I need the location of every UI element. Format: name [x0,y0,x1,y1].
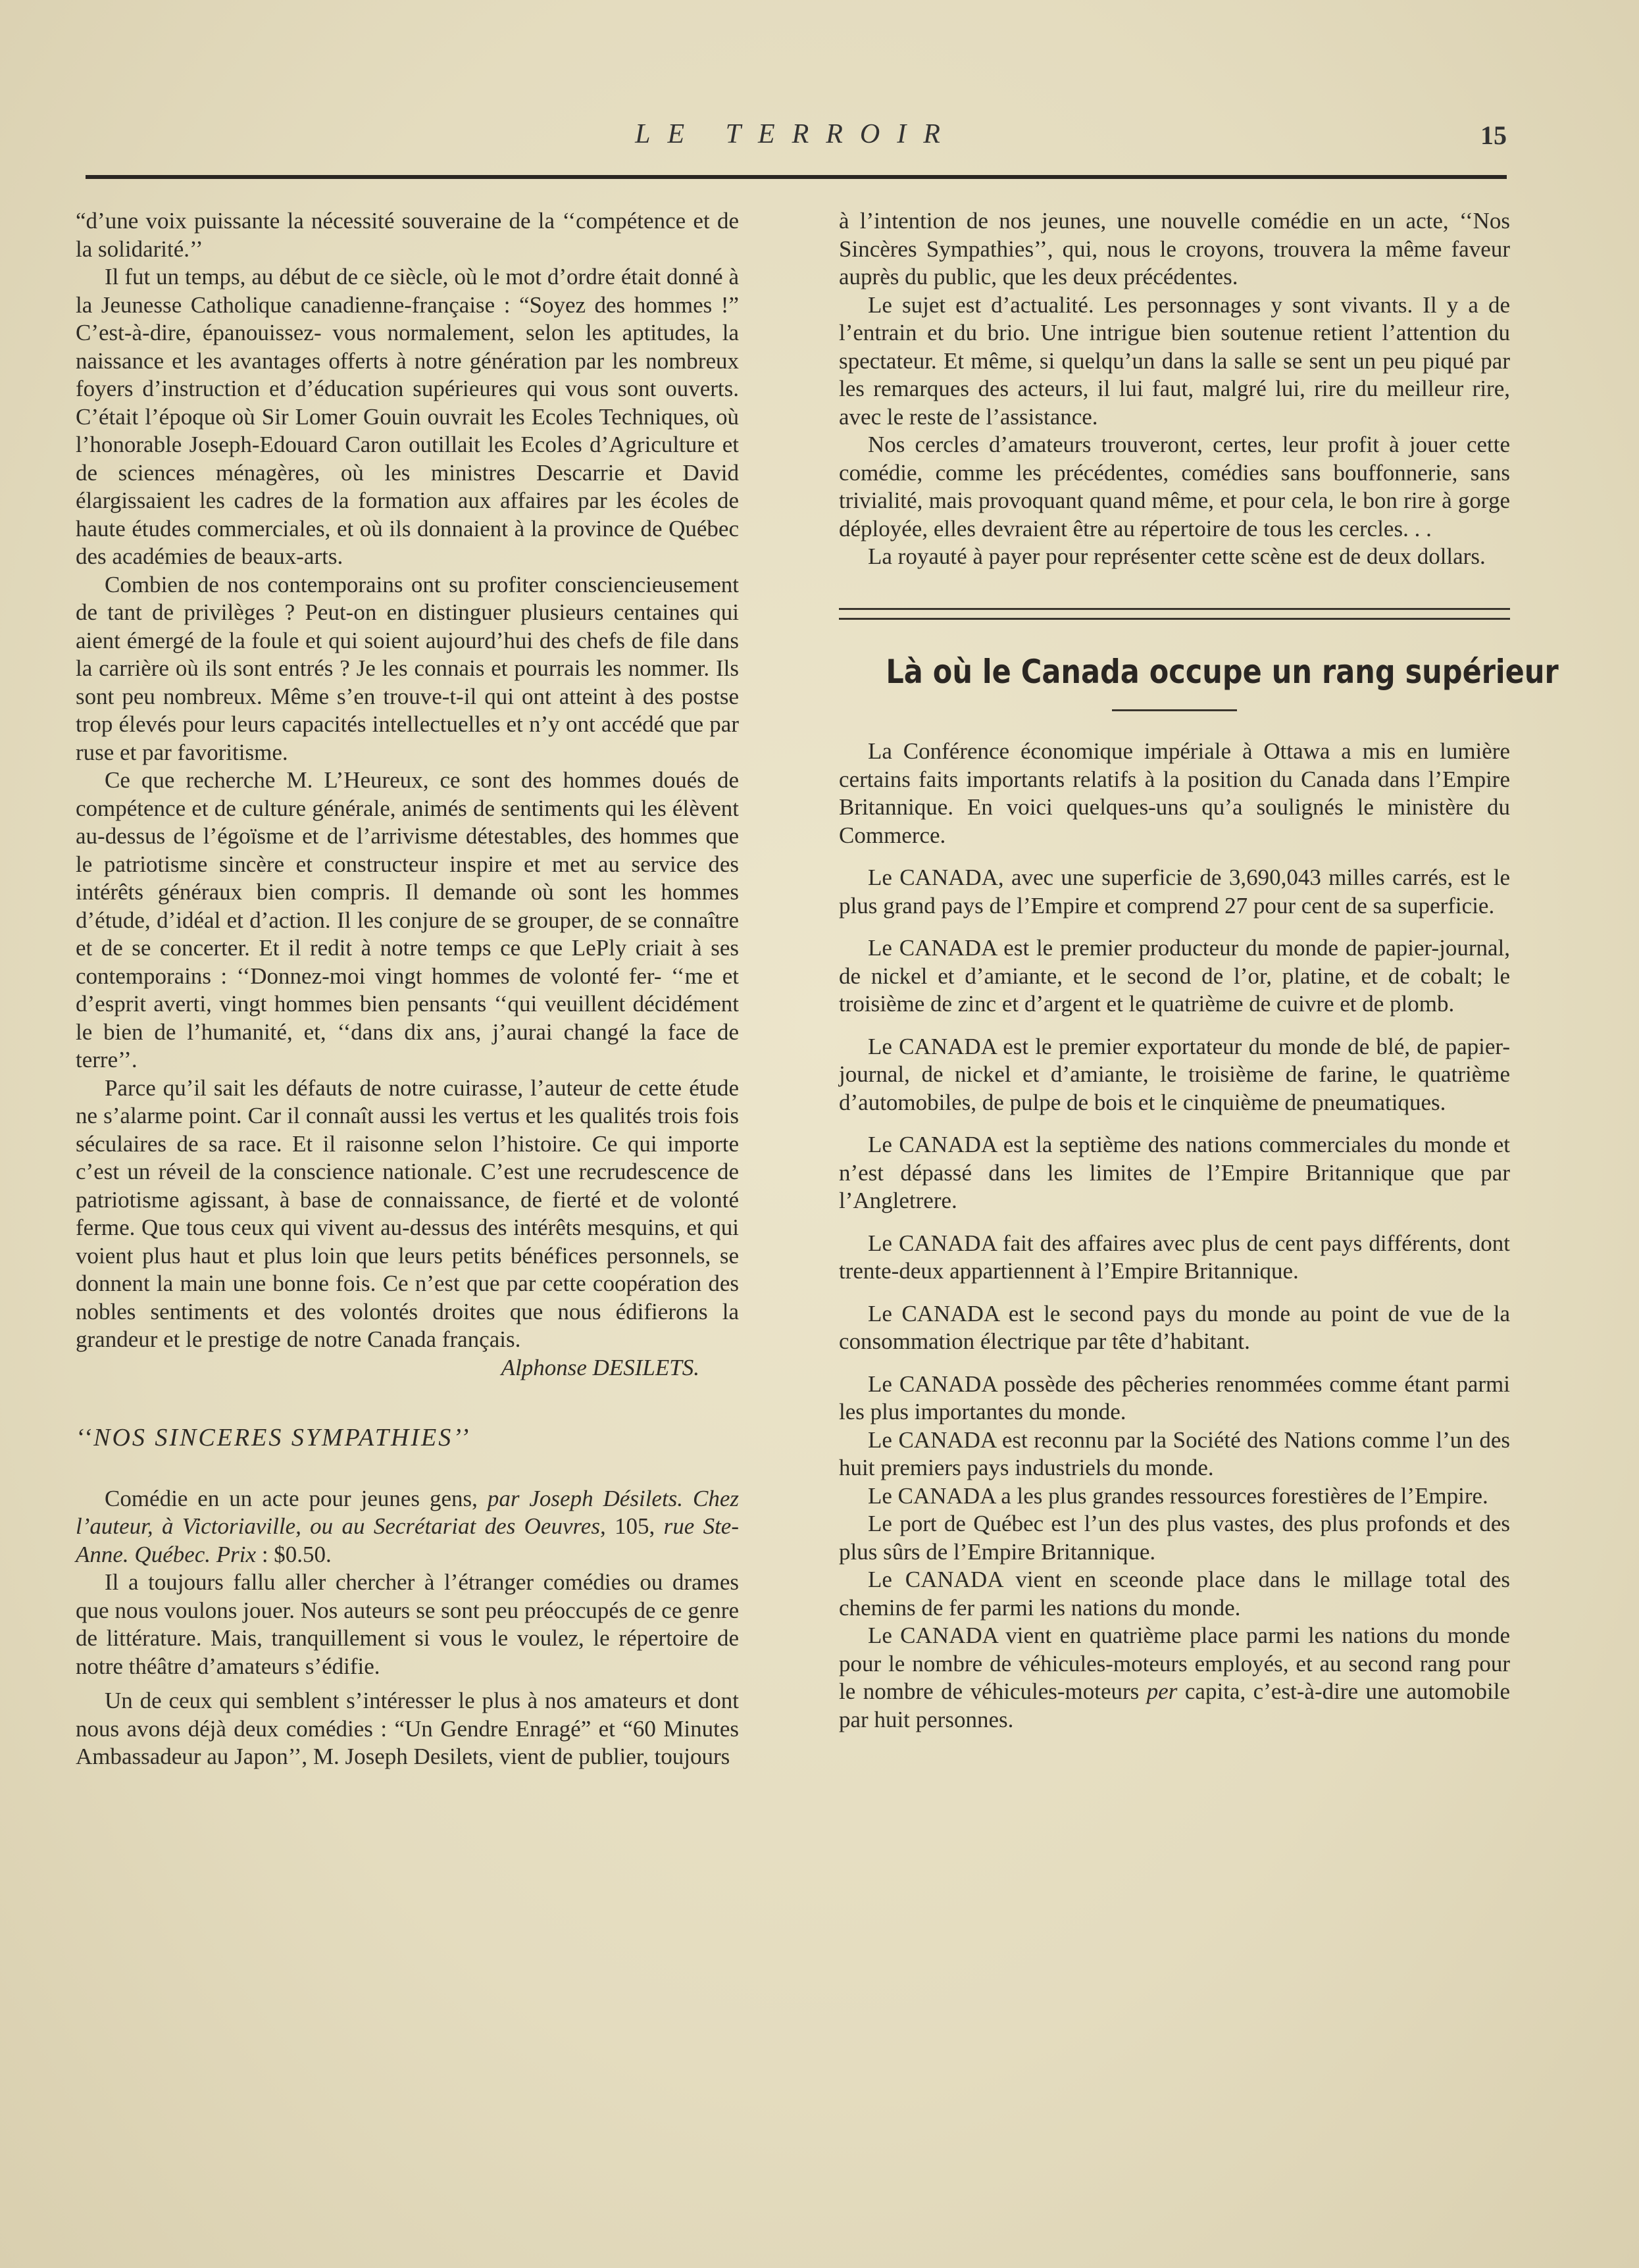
review-paragraph: Un de ceux qui semblent s’intéresser le plus à nos amateurs et dont nous avons déjà deux comédies : “Un Gendre Enragé” et “60 Minutes Ambassadeur au Japon’’, M. Joseph Desilets, vient de publier, toujours [76,1688,739,1769]
running-title: LE TERROIR [635,119,957,149]
review-info-text: : $0.50. [256,1541,332,1567]
fact-paragraph: Le CANADA est reconnu par la Société des Nations comme l’un des huit premiers pays industriels du monde. [839,1426,1510,1480]
review-paragraph: Le sujet est d’actualité. Les personnages y sont vivants. Il y a de l’entrain et du brio. Une intrigue bien soutenue retient l’attention du spectateur. Et même, si quelqu’un dans la salle se sent un peu piqué par les remarques des acteurs, il lui faut, malgré lui, rire du meilleur rire, avec le reste de l’assistance. [839,291,1510,430]
fact-paragraph: Le CANADA, avec une superficie de 3,690,043 milles carrés, est le plus grand pays de l’Empire et comprend 27 pour cent de sa superficie. [839,865,1510,919]
header-rule [86,175,1507,179]
review-title: ‘‘NOS SINCERES SYMPATHIES’’ [76,1424,471,1451]
fact-text: capita, c’est-à-dire une automobile par huit personnes. [839,1678,1510,1732]
fact-paragraph: Le CANADA est le premier exportateur du monde de blé, de papier-journal, de nickel et d’amiante, le troisième de farine, le quatrième d’automobiles, de pulpe de bois et le cinquième de pneumatiques. [839,1033,1510,1115]
review-info-text: 105, [605,1513,664,1539]
fact-italic: per [1146,1678,1178,1704]
fact-paragraph: Le port de Québec est l’un des plus vastes, des plus profonds et des plus sûrs de l’Empire Britannique. [839,1511,1510,1565]
headline-rule [1112,709,1237,711]
fact-paragraph: La Conférence économique impériale à Ottawa a mis en lumière certains faits importants relatifs à la position du Canada dans l’Empire Britannique. En voici quelques-uns qu’a soulignés le ministère du Commerce. [839,738,1510,848]
article-headline: Là où le Canada occupe un rang supérieur [886,652,1559,691]
fact-paragraph: Le CANADA a les plus grandes ressources forestières de l’Empire. [868,1482,1488,1509]
left-column [76,207,739,1771]
article-paragraph: Parce qu’il sait les défauts de notre cuirasse, l’auteur de cette étude ne s’alarme point. Car il connaît aussi les vertus et les qualités trois fois séculaires de sa race. Et il raisonne selon l’histoire. Ce qui importe c’est un réveil de la conscience nationale. C’est une recrudescence de patriotisme agissant, à base de connaissance, de fierté et de volonté ferme. Que tous ceux qui vivent au-dessus des intérêts mesquins, et qui voient plus haut et plus loin que leurs petits bénéfices personnels, se donnent la main une bonne fois. Ce n’est que par cette coopération des nobles sentiments et des volontés droites que nous édifierons la grandeur et le prestige de notre Canada français. [76,1074,739,1352]
section-divider [839,608,1510,620]
article-paragraph: “d’une voix puissante la nécessité souveraine de la ‘‘compétence et de la solidarité.’’ [76,208,739,262]
review-paragraph: Nos cercles d’amateurs trouveront, certes, leur profit à jouer cette comédie, comme les précédentes, comédies sans bouffonnerie, sans trivialité, mais provoquant quand même, et pour cela, le bon rire à gorge déployée, elles devraient être au répertoire de tous les cercles. . . [839,432,1510,542]
fact-paragraph: Le CANADA est le premier producteur du monde de papier-journal, de nickel et d’amiante, et le second de l’or, platine, et de cobalt; le troisième de zinc et d’argent et le quatrième de cuivre et de plomb. [839,935,1510,1017]
page-header [86,118,1507,158]
review-info-text: Comédie en un acte pour jeunes gens, [105,1485,488,1511]
review-info-italic: par Joseph Désilets. Chez l’auteur, à Victoriaville, ou au Secrétariat des Oeuvres, [76,1485,739,1539]
fact-paragraph: Le CANADA est le second pays du monde au point de vue de la consommation électrique par tête d’habitant. [839,1300,1510,1354]
fact-text: Le CANADA vient en quatrième place parmi les nations du monde pour le nombre de véhicules-moteurs employés, et au second rang pour le nombre de véhicules-moteurs [839,1623,1510,1704]
article-paragraph: Il fut un temps, au début de ce siècle, où le mot d’ordre était donné à la Jeunesse Catholique canadienne-française : “Soyez des hommes !” C’est-à-dire, épanouissez- vous normalement, selon les aptitudes, la naissance et les avantages offerts à notre génération par les nombreux foyers d’instruction et d’éducation supérieures qui vous sont ouverts. C’était l’époque où Sir Lomer Gouin ouvrait les Ecoles Techniques, où l’honorable Joseph-Edouard Caron outillait les Ecoles d’Agriculture et de sciences ménagères, où les ministres Descarrie et David élargissaient les cadres de la formation aux affaires par les écoles de haute études commerciales, et où ils donnaient à la province de Québec des académies de beaux-arts. [76,264,739,569]
article-paragraph: Ce que recherche M. L’Heureux, ce sont des hommes doués de compétence et de culture générale, animés de sentiments qui les élèvent au-dessus de l’égoïsme et de l’arrivisme détestables, des hommes que le patriotisme sincère et constructeur inspire et met au service des intérêts généraux bien compris. Il demande où sont les hommes d’étude, d’idéal et d’action. Il les conjure de se grouper, de se connaître et de se concerter. Et il redit à notre temps ce que LePly criait à ses contemporains : ‘‘Donnez-moi vingt hommes de volonté fer- ‘‘me et d’esprit averti, vingt hommes bien pensants ‘‘qui veuillent décidément le bien de l’humanité, et, ‘‘dans dix ans, j’aurai changé la face de terre’’. [76,767,739,1072]
fact-paragraph [839,1622,1510,1734]
review-info [76,1485,739,1569]
review-paragraph: Il a toujours fallu aller chercher à l’étranger comédies ou drames que nous voulons jouer. Nos auteurs se sont peu préoccupés de ce genre de littérature. Mais, tranquillement si vous le voulez, le répertoire de notre théâtre d’amateurs s’édifie. [76,1569,739,1679]
fact-paragraph: Le CANADA vient en sceonde place dans le millage total des chemins de fer parmi les nations du monde. [839,1567,1510,1621]
fact-paragraph: Le CANADA possède des pêcheries renommées comme étant parmi les plus importantes du monde. [839,1371,1510,1424]
fact-paragraph: Le CANADA est la septième des nations commerciales du monde et n’est dépassé dans les limites de l’Empire Britannique que par l’Angletrere. [839,1132,1510,1213]
review-paragraph: La royauté à payer pour représenter cette scène est de deux dollars. [868,543,1486,569]
article-paragraph: Combien de nos contemporains ont su profiter consciencieusement de tant de privilèges ? Peut-on en distinguer plusieurs centaines qui aient émergé de la foule et qui soient aujourd’hui des chefs de file dans la carrière où ils sont entrés ? Je les connais et pourrais les nommer. Ils sont peu nombreux. Même s’en trouve-t-il qui ont atteint à des postse trop élevés pour leurs capacités intellectuelles et n’y ont accédé que par ruse et par favoritisme. [76,571,739,765]
review-paragraph: à l’intention de nos jeunes, une nouvelle comédie en un acte, ‘‘Nos Sincères Sympathies’’, qui, nous le croyons, trouvera la même faveur auprès du public, que les deux précédentes. [839,208,1510,290]
review-info-italic: rue Ste-Anne. Québec. Prix [76,1513,739,1567]
author-signature: Alphonse DESILETS. [501,1354,699,1380]
right-column [839,207,1559,1734]
page-number: 15 [1480,120,1507,150]
fact-paragraph: Le CANADA fait des affaires avec plus de cent pays différents, dont trente-deux appartiennent à l’Empire Britannique. [839,1230,1510,1284]
